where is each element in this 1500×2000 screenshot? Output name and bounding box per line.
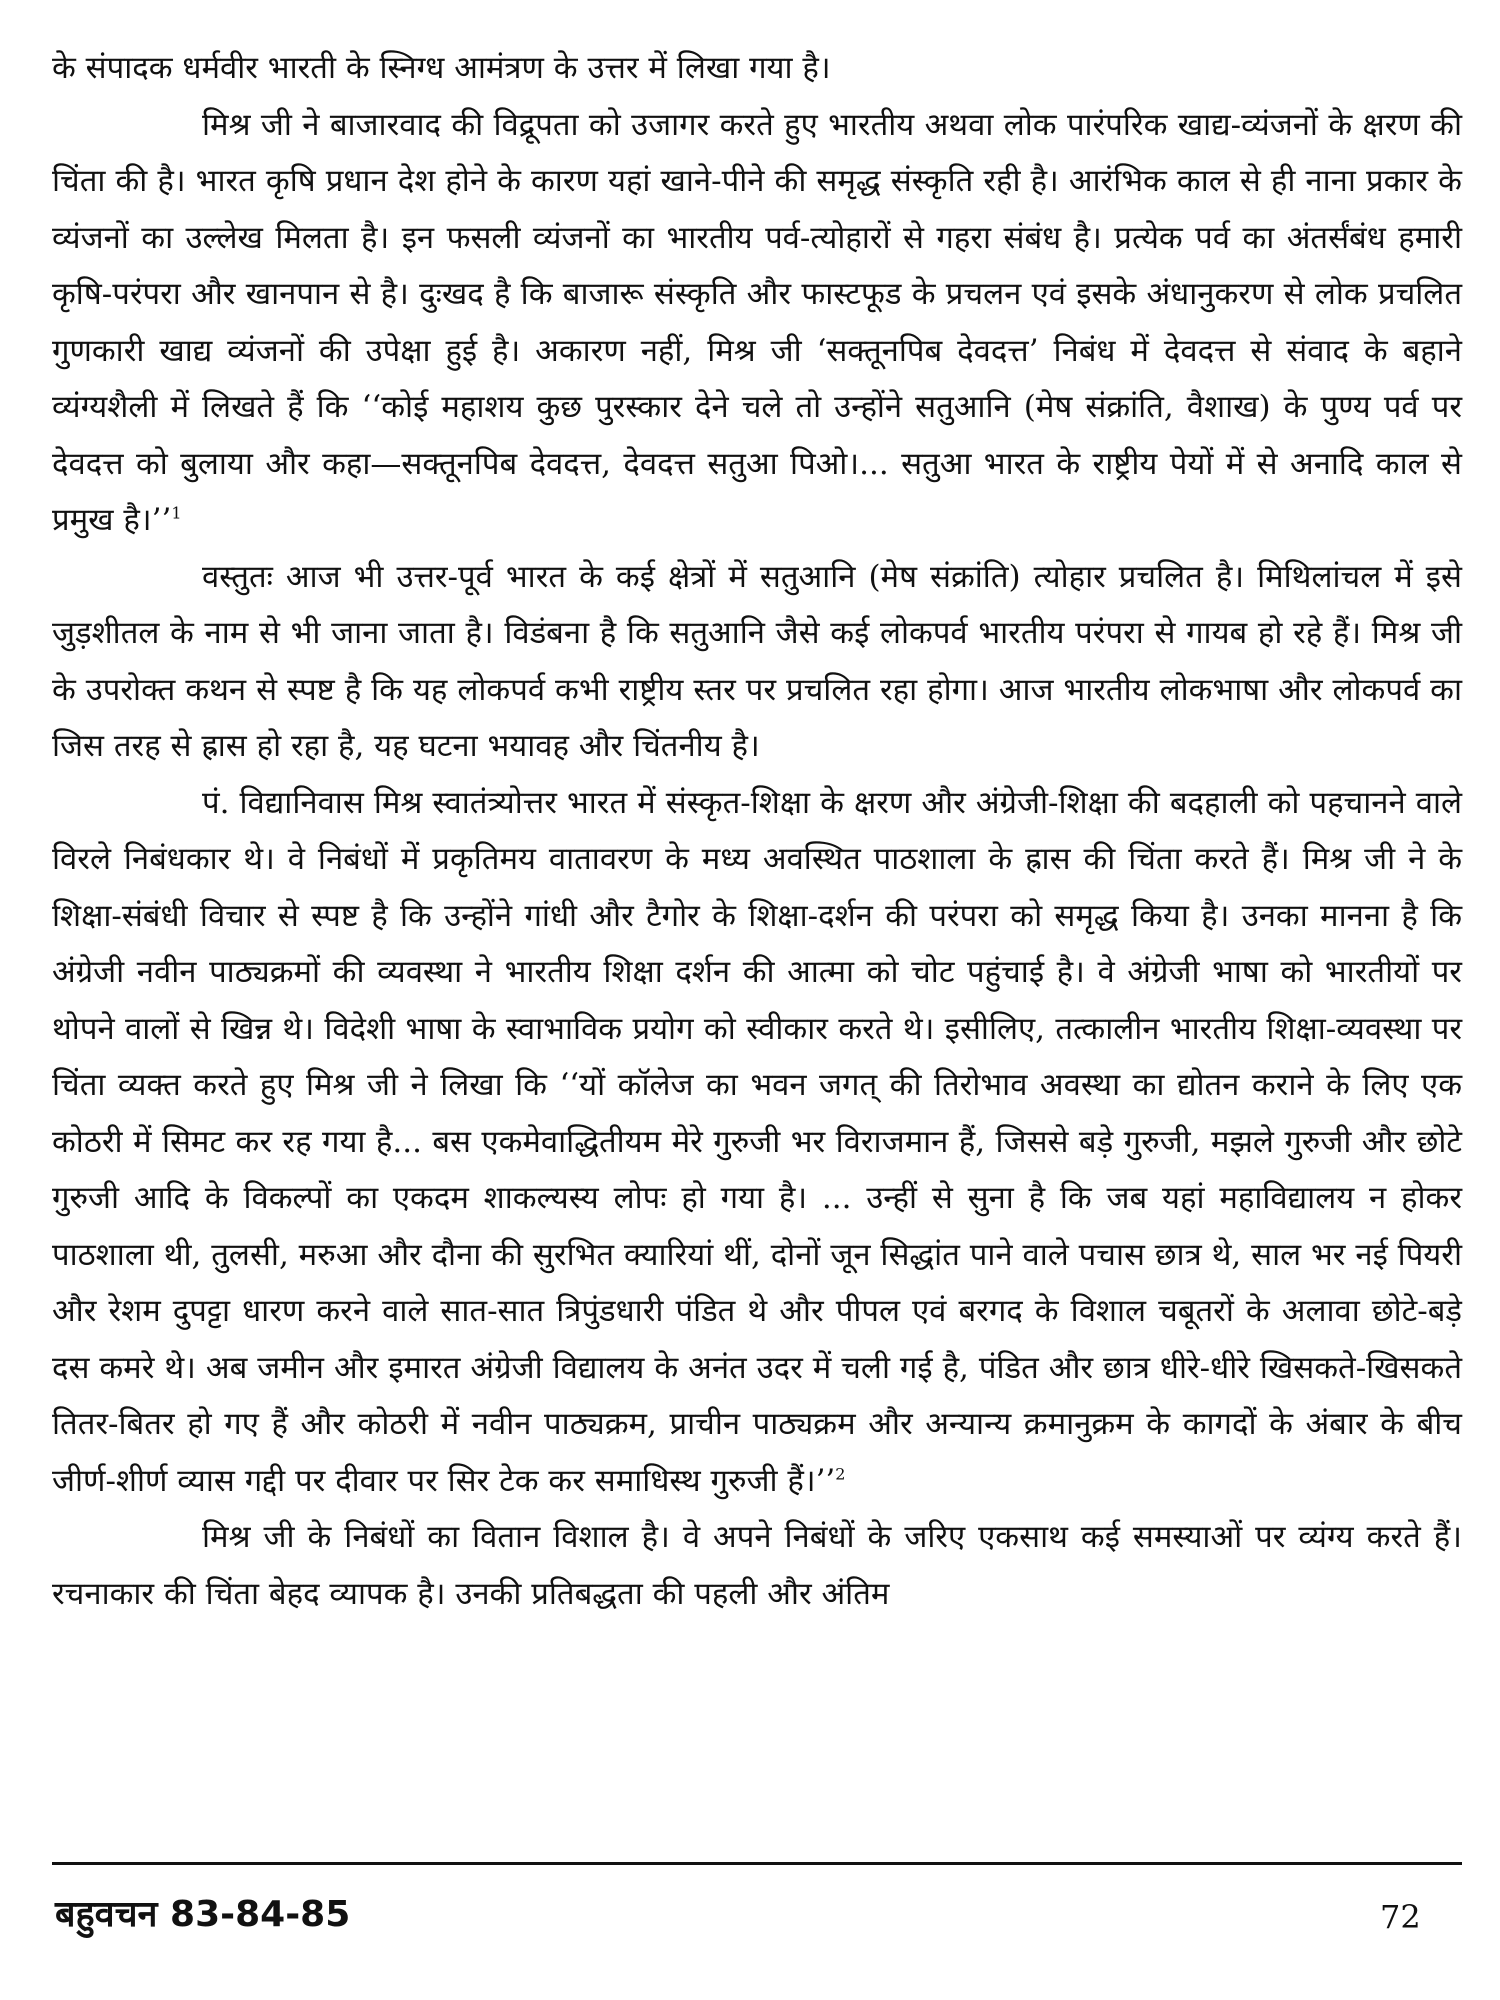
footer-divider — [52, 1862, 1462, 1865]
paragraph-food-culture: मिश्र जी ने बाजारवाद की विद्रूपता को उजागर करते हुए भारतीय अथवा लोक पारंपरिक खाद्य-व्यंजनों के क्षरण की चिंता की है। भारत कृषि प्रधान देश होने के कारण यहां खाने-पीने की समृद्ध संस्कृति रही है। आरंभिक काल से ही नाना प्रकार के व्यंजनों का उल्लेख मिलता है। इन फसली व्यंजनों का भारतीय पर्व-त्योहारों से गहरा संबंध है। प्रत्येक पर्व का अंतर्संबंध हमारी कृषि-परंपरा और खानपान से है। दुःखद है कि बाजारू संस्कृति और फास्टफूड के प्रचलन एवं इसके अंधानुकरण से लोक प्रचलित गुणकारी खाद्य व्यंजनों की उपेक्षा हुई है। अकारण नहीं, मिश्र जी ‘सक्तूनपिब देवदत्त’ निबंध में देवदत्त से संवाद के बहाने व्यंग्यशैली में लिखते हैं कि ‘‘कोई महाशय कुछ पुरस्कार देने चले तो उन्होंने सतुआनि (मेष संक्रांति, वैशाख) के पुण्य पर्व पर देवदत्त को बुलाया और कहा—सक्तूनपिब देवदत्त, देवदत्त सतुआ पिओ।... सतुआ भारत के राष्ट्रीय पेयों में से अनादि काल से प्रमुख है।’’$^1$ — [52, 106, 1462, 538]
footnote-ref-1: 1 — [171, 503, 182, 523]
paragraph-continued: के संपादक धर्मवीर भारती के स्निग्ध आमंत्रण के उत्तर में लिखा गया है। — [52, 50, 831, 86]
paragraph-essay-scope: मिश्र जी के निबंधों का वितान विशाल है। वे अपने निबंधों के जरिए एकसाथ कई समस्याओं पर व्यंग्य करते हैं। रचनाकार की चिंता बेहद व्यापक है। उनकी प्रतिबद्धता की पहली और अंतिम — [52, 1519, 1462, 1612]
footnote-ref-2: 2 — [835, 1464, 846, 1484]
article-body — [52, 40, 1462, 1622]
page-number: 72 — [1380, 1898, 1421, 1936]
paragraph-satuani-festival: वस्तुतः आज भी उत्तर-पूर्व भारत के कई क्षेत्रों में सतुआनि (मेष संक्रांति) त्योहार प्रचलित है। मिथिलांचल में इसे जुड़शीतल के नाम से भी जाना जाता है। विडंबना है कि सतुआनि जैसे कई लोकपर्व भारतीय परंपरा से गायब हो रहे हैं। मिश्र जी के उपरोक्त कथन से स्पष्ट है कि यह लोकपर्व कभी राष्ट्रीय स्तर पर प्रचलित रहा होगा। आज भारतीय लोकभाषा और लोकपर्व का जिस तरह से ह्रास हो रहा है, यह घटना भयावह और चिंतनीय है। — [52, 558, 1462, 764]
journal-title: बहुवचन 83-84-85 — [55, 1894, 351, 1935]
paragraph-education: पं. विद्यानिवास मिश्र स्वातंत्र्योत्तर भारत में संस्कृत-शिक्षा के क्षरण और अंग्रेजी-शिक्षा की बदहाली को पहचानने वाले विरले निबंधकार थे। वे निबंधों में प्रकृतिमय वातावरण के मध्य अवस्थित पाठशाला के ह्रास की चिंता करते हैं। मिश्र जी ने के शिक्षा-संबंधी विचार से स्पष्ट है कि उन्होंने गांधी और टैगोर के शिक्षा-दर्शन की परंपरा को समृद्ध किया है। उनका मानना है कि अंग्रेजी नवीन पाठ्यक्रमों की व्यवस्था ने भारतीय शिक्षा दर्शन की आत्मा को चोट पहुंचाई है। वे अंग्रेजी भाषा को भारतीयों पर थोपने वालों से खिन्न थे। विदेशी भाषा के स्वाभाविक प्रयोग को स्वीकार करते थे। इसीलिए, तत्कालीन भारतीय शिक्षा-व्यवस्था पर चिंता व्यक्त करते हुए मिश्र जी ने लिखा कि ‘‘यों कॉलेज का भवन जगत् की तिरोभाव अवस्था का द्योतन कराने के लिए एक कोठरी में सिमट कर रह गया है... बस एकमेवाद्धितीयम मेरे गुरुजी भर विराजमान हैं, जिससे बड़े गुरुजी, मझले गुरुजी और छोटे गुरुजी आदि के विकल्पों का एकदम शाकल्यस्य लोपः हो गया है। ... उन्हीं से सुना है कि जब यहां महाविद्यालय न होकर पाठशाला थी, तुलसी, मरुआ और दौना की सुरभित क्यारियां थीं, दोनों जून सिद्धांत पाने वाले पचास छात्र थे, साल भर नई पियरी और रेशम दुपट्टा धारण करने वाले सात-सात त्रिपुंडधारी पंडित थे और पीपल एवं बरगद के विशाल चबूतरों के अलावा छोटे-बड़े दस कमरे थे। अब जमीन और इमारत अंग्रेजी विद्यालय के अनंत उदर में चली गई है, पंडित और छात्र धीरे-धीरे खिसकते-खिसकते तितर-बितर हो गए हैं और कोठरी में नवीन पाठ्यक्रम, प्राचीन पाठ्यक्रम और अन्यान्य क्रमानुक्रम के कागदों के अंबार के बीच जीर्ण-शीर्ण व्यास गद्दी पर दीवार पर सिर टेक कर समाधिस्थ गुरुजी हैं।’’$^2$ — [52, 784, 1462, 1499]
